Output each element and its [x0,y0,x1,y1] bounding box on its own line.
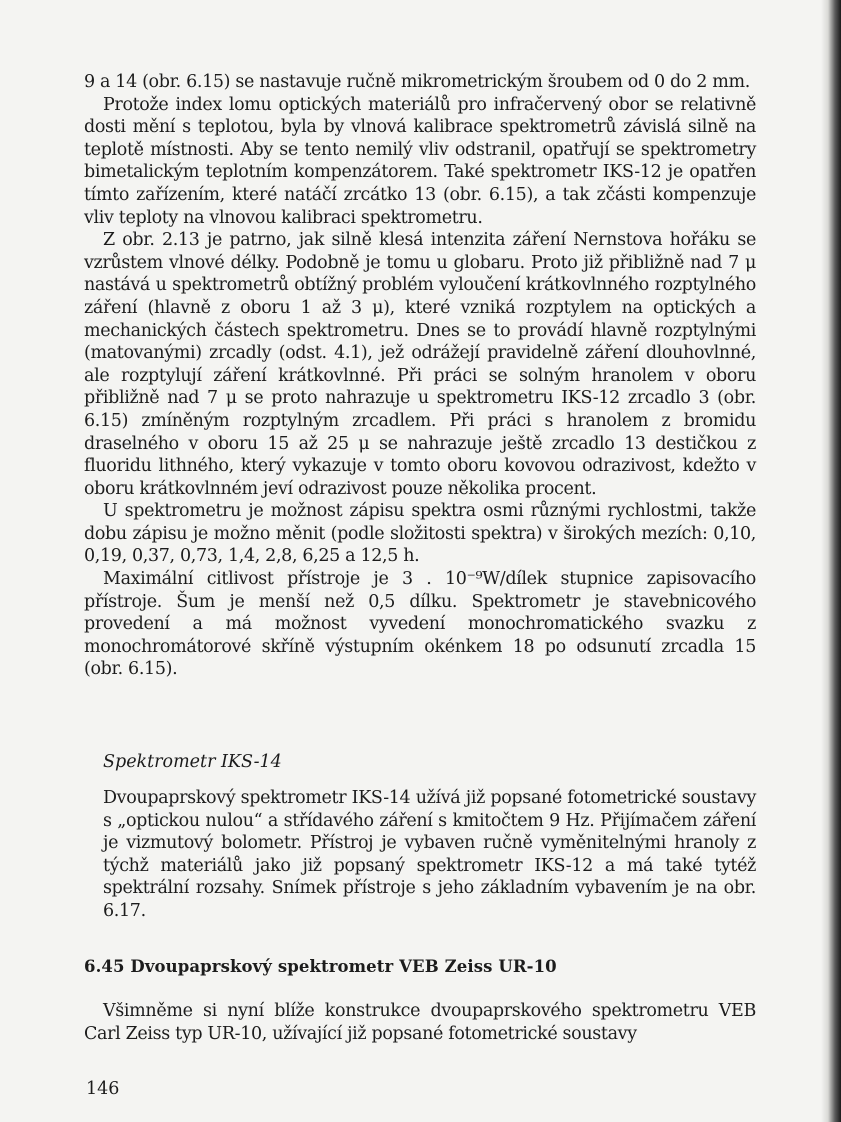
body-text-ur10 [84,1000,756,1045]
paragraph-continuation: 9 a 14 (obr. 6.15) se nastavuje ručně mikrometrickým šroubem od 0 do 2 mm. [84,72,751,92]
body-text-top [84,71,756,681]
subheading-iks14: Spektrometr IKS-14 [103,752,282,772]
paragraph-scattered-radiation: Z obr. 2.13 je patrno, jak silně klesá intenzita záření Nernstova hořáku se vzrůstem vlnové délky. Podobně je tomu u globaru. Proto již přibližně nad 7 μ nastává u spektrometrů obtížný problém vyloučení krátkovlnného rozptylného záření (hlavně z oboru 1 až 3 μ), které vzniká rozptylem na optických a mechanických částech spektrometru. Dnes se to provádí hlavně rozptylnými (matovanými) zrcadly (odst. 4.1), jež odrážejí pravidelně záření dlouhovlnné, ale rozptylují záření krátkovlnné. Při práci se solným hranolem v oboru přibližně nad 7 μ se proto nahrazuje u spektrometru IKS-12 zrcadlo 3 (obr. 6.15) zmíněným rozptylným zrcadlem. Při práci s hranolem z bromidu draselného v oboru 15 až 25 μ se nahrazuje ještě zrcadlo 13 destičkou z fluoridu lithného, který vykazuje v tomto oboru kovovou odrazivost, kdežto v oboru krátkovlnném jeví odrazivost pouze několika procent. [84,230,756,499]
body-text-iks14 [84,787,756,923]
paragraph-temperature-calibration: Protože index lomu optických materiálů pro infračervený obor se relativně dosti mění s teplotou, byla by vlnová kalibrace spektrometrů závislá silně na teplotě místnosti. Aby se tento nemilý vliv odstranil, opatřují se spektrometry bimetalickým teplotním kompenzátorem. Také spektrometr IKS-12 je opatřen tímto zařízením, které natáčí zrcátko 13 (obr. 6.15), a tak zčásti kompenzuje vliv teploty na vlnovou kalibraci spektrometru. [84,94,756,228]
book-spine-shadow [821,0,841,1122]
paragraph-recording-speeds: U spektrometru je možnost zápisu spektra osmi různými rychlostmi, takže dobu zápisu je možno měnit (podle složitosti spektra) v širokých mezích: 0,10, 0,19, 0,37, 0,73, 1,4, 2,8, 6,25 a 12,5 h. [84,501,756,567]
page-number: 146 [86,1079,120,1099]
section-heading-ur10: 6.45 Dvoupaprskový spektrometr VEB Zeiss UR-10 [84,957,557,976]
paragraph-iks14: Dvoupaprskový spektrometr IKS-14 užívá již popsané fotometrické soustavy s „optickou nulou“ a střídavého záření s kmitočtem 9 Hz. Přijímačem záření je vizmutový bolometr. Přístroj je vybaven ručně vyměnitelnými hranoly z týchž materiálů jako již popsaný spektrometr IKS-12 a má také tytéž spektrální rozsahy. Snímek přístroje s jeho základním vybavením je na obr. 6.17. [103,788,756,921]
paragraph-sensitivity: Maximální citlivost přístroje je 3 . 10⁻⁹W/dílek stupnice zapisovacího přístroje. Šum je menší než 0,5 dílku. Spektrometr je stavebnicového provedení a má možnost vyvedení monochromatického svazku z monochromátorové skříně výstupním okénkem 18 po odsunutí zrcadla 15 (obr. 6.15). [84,569,756,680]
paragraph-ur10: Všimněme si nyní blíže konstrukce dvoupaprskového spektrometru VEB Carl Zeiss typ UR-10, užívající již popsané fotometrické soustavy [84,1001,756,1044]
